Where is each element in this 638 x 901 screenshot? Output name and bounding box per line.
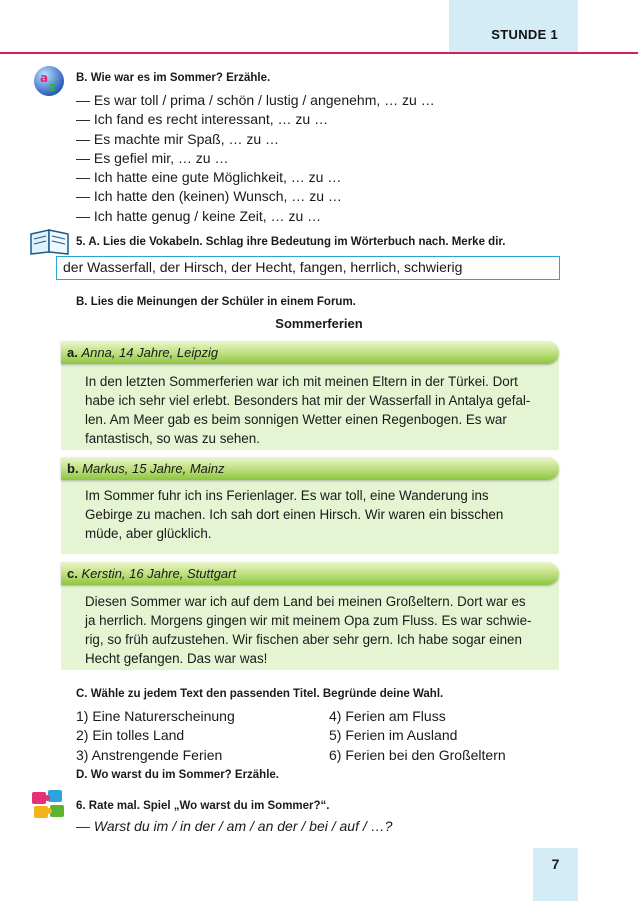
post-author: Kerstin, 16 Jahre, Stuttgart xyxy=(81,566,237,581)
titles-right-column xyxy=(329,707,506,765)
forum-title: Sommerferien xyxy=(275,316,363,331)
task5-instruction-c: C. Wähle zu jedem Text den passenden Titel. Begründe deine Wahl. xyxy=(76,688,444,700)
post-author: Markus, 15 Jahre, Mainz xyxy=(82,461,225,476)
phrase-line: — Ich hatte eine gute Möglichkeit, … zu … xyxy=(76,169,342,186)
post-line: fantastisch, so was zu sehen. xyxy=(85,431,260,446)
title-option: 6) Ferien bei den Großeltern xyxy=(329,746,506,763)
phrase-line: — Ich fand es recht interessant, … zu … xyxy=(76,111,329,128)
post-letter: c. xyxy=(67,566,82,581)
task5-instruction-b: B. Lies die Meinungen der Schüler in einem Forum. xyxy=(76,296,356,308)
forum-post xyxy=(61,356,559,450)
post-line: rig, so früh aufzustehen. Wir fischen aber sehr gern. Ich habe sogar einen xyxy=(85,632,522,647)
puzzle-icon xyxy=(30,788,70,822)
svg-text:a: a xyxy=(40,71,49,85)
svg-text:z: z xyxy=(49,80,56,94)
lesson-label: STUNDE 1 xyxy=(491,27,558,42)
post-line: müde, aber glücklich. xyxy=(85,526,212,541)
post-line: Im Sommer fuhr ich ins Ferienlager. Es war toll, eine Wanderung ins xyxy=(85,488,489,503)
task5-instruction-a: 5. A. Lies die Vokabeln. Schlag ihre Bedeutung im Wörterbuch nach. Merke dir. xyxy=(76,236,506,248)
vocab-box: der Wasserfall, der Hirsch, der Hecht, fangen, herrlich, schwierig xyxy=(56,256,560,280)
phrase-line: — Es machte mir Spaß, … zu … xyxy=(76,130,280,147)
forum-post xyxy=(61,470,559,554)
post-line: In den letzten Sommerferien war ich mit meinen Eltern in der Türkei. Dort xyxy=(85,374,518,389)
title-option: 1) Eine Naturerscheinung xyxy=(76,708,235,724)
speaking-ball-icon xyxy=(32,64,66,98)
title-option: 4) Ferien am Fluss xyxy=(329,708,446,724)
post-author-bar xyxy=(61,562,559,585)
post-line: Diesen Sommer war ich auf dem Land bei meinen Großeltern. Dort war es xyxy=(85,594,526,609)
task6-line: — Warst du im / in der / am / an der / bei / auf / …? xyxy=(76,818,393,834)
post-line: Hecht gefangen. Das war was! xyxy=(85,651,268,666)
title-option: 2) Ein tolles Land xyxy=(76,727,185,744)
titles-left-column xyxy=(76,707,235,765)
post-letter: b. xyxy=(67,461,83,476)
phrase-line: — Ich hatte genug / keine Zeit, … zu … xyxy=(76,207,322,224)
phrase-line: — Ich hatte den (keinen) Wunsch, … zu … xyxy=(76,188,342,205)
phrase-line: — Es war toll / prima / schön / lustig / angenehm, … zu … xyxy=(76,92,435,108)
title-option: 3) Anstrengende Ferien xyxy=(76,746,223,763)
section-b-instruction: B. Wie war es im Sommer? Erzähle. xyxy=(76,72,271,84)
post-line: habe ich sehr viel erlebt. Besonders hat mir der Wasserfall in Antalya gefal- xyxy=(85,393,531,408)
title-option: 5) Ferien im Ausland xyxy=(329,727,458,744)
post-line: Gebirge zu machen. Ich sah dort einen Hirsch. Wir waren ein bisschen xyxy=(85,507,504,522)
section-b-lines xyxy=(76,91,435,226)
post-letter: a. xyxy=(67,345,82,360)
task5-instruction-d: D. Wo warst du im Sommer? Erzähle. xyxy=(76,769,279,781)
task6-instruction: 6. Rate mal. Spiel „Wo warst du im Sommer?“. xyxy=(76,800,330,812)
header-box xyxy=(449,0,578,52)
post-line: ja herrlich. Morgens gingen wir mit meinem Opa zum Fluss. Es war schwie- xyxy=(85,613,532,628)
phrase-line: — Es gefiel mir, … zu … xyxy=(76,149,229,166)
post-author: Anna, 14 Jahre, Leipzig xyxy=(81,345,219,360)
book-icon xyxy=(28,226,72,256)
header-rule xyxy=(0,52,638,54)
forum-post xyxy=(61,576,559,670)
page-number: 7 xyxy=(551,856,560,872)
post-author-bar xyxy=(61,457,559,480)
post-line: len. Am Meer gab es beim sonnigen Wetter einen Regenbogen. Es war xyxy=(85,412,507,427)
post-author-bar xyxy=(61,341,559,364)
